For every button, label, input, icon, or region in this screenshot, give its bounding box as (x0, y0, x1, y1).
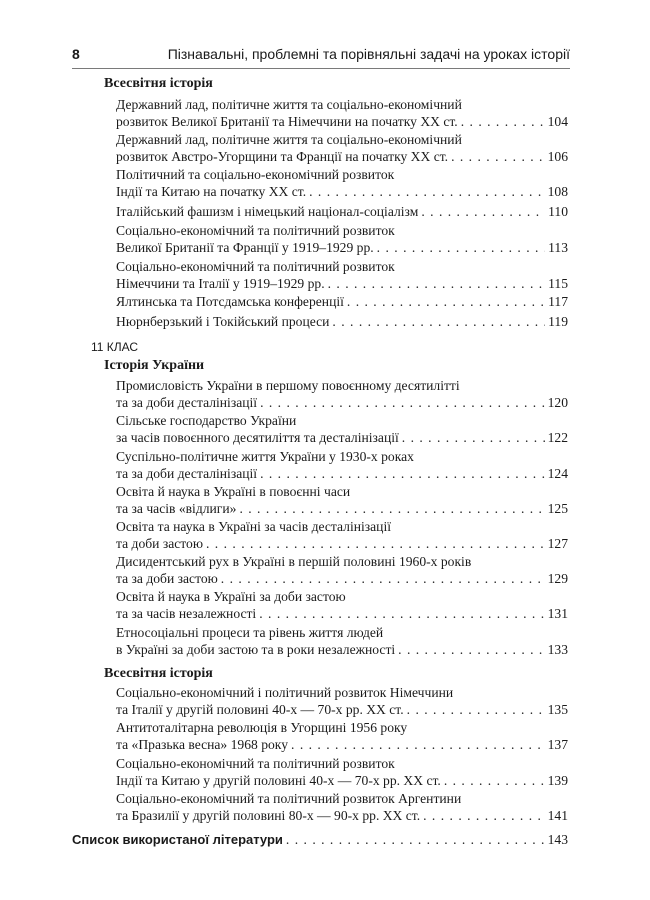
toc-entry-title-line1: Освіта та наука в Україні за часів десталінізації (116, 519, 392, 534)
toc-entry-page: 106 (547, 149, 568, 164)
toc-entry-title-line2: в Україні за доби застою та в роки незалежності (116, 642, 396, 657)
toc-entry[interactable] (116, 483, 568, 517)
toc-entry[interactable] (116, 684, 568, 718)
toc-entry-page: 119 (548, 314, 568, 329)
toc-entry-page: 108 (547, 184, 568, 199)
toc-entry-title-line1: Антитоталітарна революція в Угорщині 1956 року (116, 720, 408, 735)
toc-entry-page: 135 (547, 702, 568, 717)
toc-entry-page: 139 (547, 773, 568, 788)
dot-leader (259, 605, 544, 622)
toc-entry-bibliography[interactable] (72, 832, 568, 848)
toc-entry[interactable] (116, 448, 568, 482)
toc-entry-title-line1: Соціально-економічний та політичний розвиток (116, 259, 395, 274)
toc-entry-title-line2: за часів повоєнного десятиліття та десталінізації (116, 430, 399, 445)
toc-entry-title-line1: Освіта й наука в Україні в повоєнні часи (116, 484, 351, 499)
dot-leader (221, 570, 545, 587)
bibliography-title: Список використаної літератури (72, 832, 283, 847)
page-number: 8 (72, 46, 80, 62)
toc-entry[interactable] (116, 518, 568, 552)
toc-entry-title-line2: та за доби застою (116, 571, 218, 586)
dot-leader (444, 772, 545, 789)
grade-heading: 11 КЛАС (91, 340, 139, 354)
bibliography-page: 143 (547, 832, 568, 847)
dot-leader (239, 500, 544, 517)
toc-entry[interactable] (116, 790, 568, 824)
dot-leader (328, 275, 546, 292)
toc-entry-title-line2: та за часів незалежності (116, 606, 257, 621)
dot-leader (421, 203, 545, 220)
toc-entry-title-line1: Промисловість України в першому повоєнному десятилітті (116, 378, 460, 393)
toc-entry-title: Італійський фашизм і німецький націонал-соціалізм (116, 204, 419, 219)
toc-entry-title-line1: Політичний та соціально-економічний розвиток (116, 167, 395, 182)
toc-entry[interactable] (116, 258, 568, 292)
dot-leader (260, 394, 545, 411)
toc-entry[interactable] (116, 719, 568, 753)
dot-leader (291, 736, 545, 753)
toc-entry-title-line1: Соціально-економічний і політичний розвиток Німеччини (116, 685, 454, 700)
dot-leader (260, 465, 545, 482)
toc-entry-page: 141 (547, 808, 568, 823)
toc-entry-title-line2: та за часів «відлиги» (116, 501, 237, 516)
dot-leader (423, 807, 544, 824)
dot-leader (398, 641, 544, 658)
dot-leader (402, 429, 545, 446)
toc-entry-page: 129 (547, 571, 568, 586)
toc-entry-title-line2: та за доби десталінізації (116, 466, 258, 481)
toc-entry-title-line2: Німеччини та Італії у 1919–1929 рр. (116, 276, 325, 291)
toc-entry-page: 125 (547, 501, 568, 516)
toc-entry-title-line1: Державний лад, політичне життя та соціально-економічний (116, 132, 462, 147)
dot-leader (461, 113, 545, 130)
toc-entry[interactable] (116, 553, 568, 587)
toc-entry[interactable] (116, 412, 568, 446)
toc-entry[interactable] (116, 96, 568, 130)
toc-entry[interactable] (116, 588, 568, 622)
toc-entry-title-line1: Дисидентський рух в Україні в першій половині 1960-х років (116, 554, 472, 569)
section-heading-world-history: Всесвітня історія (104, 76, 213, 91)
toc-entry-page: 131 (547, 606, 568, 621)
toc-entry-page: 115 (548, 276, 568, 291)
dot-leader (286, 832, 545, 848)
dot-leader (332, 313, 545, 330)
toc-entry[interactable] (116, 203, 568, 220)
toc-entry-page: 137 (547, 737, 568, 752)
toc-entry-title-line2: та «Празька весна» 1968 року (116, 737, 289, 752)
dot-leader (407, 701, 545, 718)
toc-entry-title-line1: Соціально-економічний та політичний розвиток Аргентини (116, 791, 462, 806)
toc-entry-page: 124 (547, 466, 568, 481)
toc-entry[interactable] (116, 293, 568, 310)
toc-entry-page: 120 (547, 395, 568, 410)
section-heading-world-history: Всесвітня історія (104, 666, 213, 681)
toc-entry[interactable] (116, 377, 568, 411)
toc-entry-page: 133 (547, 642, 568, 657)
toc-entry[interactable] (116, 624, 568, 658)
toc-entry-title-line2: та доби застою (116, 536, 203, 551)
toc-entry-page: 122 (547, 430, 568, 445)
toc-entry-title: Нюрнберзький і Токійський процеси (116, 314, 330, 329)
toc-entry-title-line1: Етносоціальні процеси та рівень життя людей (116, 625, 384, 640)
toc-entry[interactable] (116, 755, 568, 789)
toc-entry-title-line2: розвиток Великої Британії та Німеччини на початку XX ст. (116, 114, 458, 129)
toc-entry-title-line1: Державний лад, політичне життя та соціально-економічний (116, 97, 462, 112)
toc-entry-page: 127 (547, 536, 568, 551)
dot-leader (377, 239, 545, 256)
running-title: Пізнавальні, проблемні та порівняльні задачі на уроках історії (167, 46, 570, 62)
toc-entry[interactable] (116, 222, 568, 256)
toc-entry-title-line2: Великої Британії та Франції у 1919–1929 рр. (116, 240, 374, 255)
toc-entry-title-line1: Суспільно-політичне життя України у 1930-х роках (116, 449, 414, 464)
toc-entry-title-line1: Сільське господарство України (116, 413, 297, 428)
toc-entry-title-line2: розвиток Австро-Угорщини та Франції на початку XX ст. (116, 149, 449, 164)
toc-entry-page: 110 (548, 204, 568, 219)
toc-entry[interactable] (116, 131, 568, 165)
toc-entry-title-line1: Соціально-економічний та політичний розвиток (116, 756, 395, 771)
toc-entry-title-line2: та Бразилії у другій половині 80-х — 90-х рр. XX ст. (116, 808, 421, 823)
dot-leader (451, 148, 545, 165)
toc-entry-page: 117 (548, 294, 568, 309)
dot-leader (347, 293, 545, 310)
toc-entry-title-line2: Індії та Китаю на початку XX ст. (116, 184, 307, 199)
toc-entry-title-line1: Соціально-економічний та політичний розвиток (116, 223, 395, 238)
toc-entry-title-line1: Освіта й наука в Україні за доби застою (116, 589, 346, 604)
page-header (72, 46, 570, 69)
dot-leader (309, 183, 544, 200)
toc-entry-title: Ялтинська та Потсдамська конференції (116, 294, 344, 309)
toc-entry[interactable] (116, 313, 568, 330)
toc-entry-page: 113 (548, 240, 568, 255)
toc-entry-title-line2: та Італії у другій половині 40-х — 70-х рр. XX ст. (116, 702, 404, 717)
toc-entry-page: 104 (547, 114, 568, 129)
toc-entry-title-line2: Індії та Китаю у другій половині 40-х — 70-х рр. XX ст. (116, 773, 441, 788)
dot-leader (206, 535, 545, 552)
toc-entry[interactable] (116, 166, 568, 200)
toc-entry-title-line2: та за доби десталінізації (116, 395, 258, 410)
section-heading-ukraine-history: Історія України (104, 358, 205, 373)
